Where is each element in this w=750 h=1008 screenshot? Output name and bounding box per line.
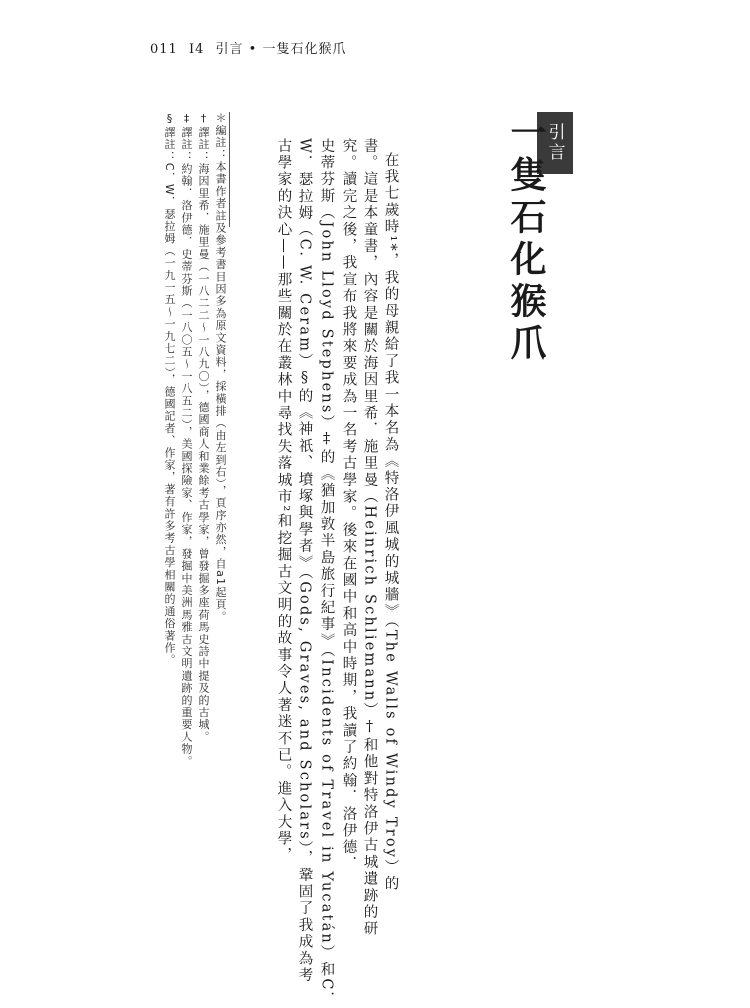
body-column-3: 究。讀完之後，我宣布我將來要成為一名考古學家。後來在國中和高中時期，我讀了約翰．洛伊德． — [340, 138, 357, 873]
running-title: 引言 • 一隻石化猴爪 — [215, 42, 347, 57]
footnote-divider — [229, 112, 230, 227]
body-column-2: 書。這是本童書，內容是關於海因里希．施里曼（Heinrich Schliemann）†和他對特洛伊古城遺跡的研 — [361, 138, 378, 938]
chapter-title: 一隻石化猴爪 — [505, 114, 546, 366]
header-mark: I4 — [188, 42, 205, 57]
body-column-6: 古學家的決心——那些關於在叢林中尋找失落城市²和挖掘古文明的故事令人著迷不已。進入大學， — [275, 138, 292, 865]
body-column-1: 在我七歲時¹*，我的母親給了我一本名為《特洛伊風城的城牆》（The Walls of Windy Troy）的 — [382, 152, 399, 893]
chapter-label-text: 引言 — [544, 123, 565, 163]
body-column-4: 史蒂芬斯（John Lloyd Stephens）‡的《猶加敦半島旅行紀事》（Incidents of Travel in Yucatán）和C． — [318, 138, 335, 1008]
footnote-stephens: ‡譯註：約翰．洛伊德．史蒂芬斯（一八〇五～一八五二），美國探險家、作家，發掘中美洲馬雅古文明遺跡的重要人物。 — [180, 112, 193, 768]
footnote-schliemann: †譯註：海因里希．施里曼（一八二二～一八九〇），德國商人和業餘考古學家，曾發掘多座荷馬史詩中提及的古城。 — [197, 112, 210, 743]
footnote-editor: ＊編註：本書作者註及參考書目因多為原文資料，採橫排（由左到右），頁序亦然，自a1起頁。 — [214, 112, 227, 623]
page-number: 011 — [150, 42, 178, 57]
body-column-5: W．瑟拉姆（C. W. Ceram）§的《神祇、墳塚與學者》（Gods, Graves, and Scholars），鞏固了我成為考 — [296, 138, 313, 984]
running-header — [150, 38, 346, 57]
footnote-ceram: §譯註：C．W．瑟拉姆（一九一五～一九七二），德國記者、作家，著有許多考古學相關的通俗著作。 — [163, 112, 176, 667]
